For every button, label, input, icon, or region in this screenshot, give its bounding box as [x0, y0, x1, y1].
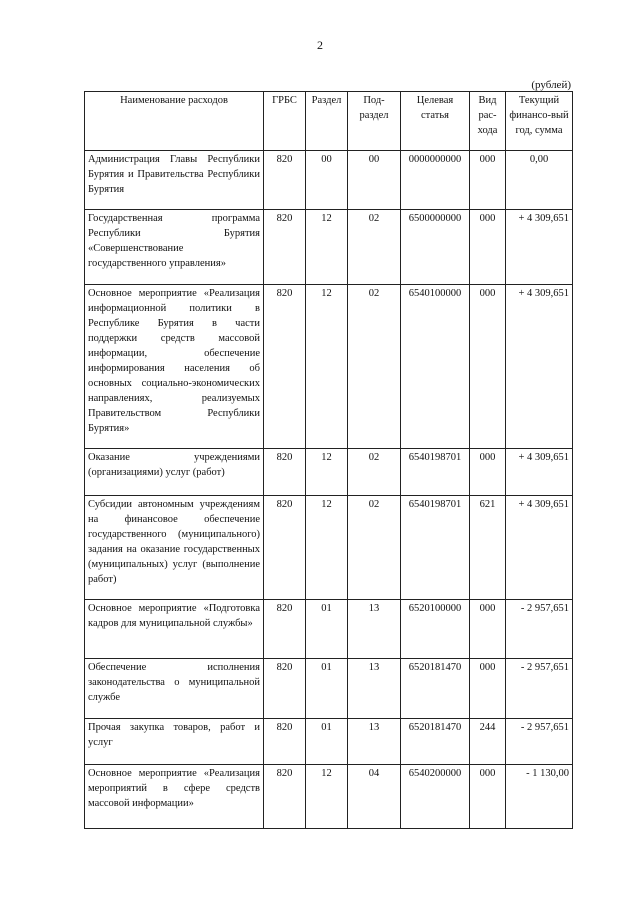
table-row	[85, 600, 573, 659]
table-header-row	[85, 92, 573, 151]
table-row	[85, 151, 573, 210]
row-name: Основное мероприятие «Реализация мероприятий в сфере средств массовой информации»	[85, 765, 264, 829]
row-name: Прочая закупка товаров, работ и услуг	[85, 719, 264, 765]
row-name: Основное мероприятие «Подготовка кадров для муниципальной службы»	[85, 600, 264, 659]
table-row	[85, 210, 573, 285]
row-vid: 000	[470, 659, 506, 719]
row-razdel: 12	[306, 210, 348, 285]
table-row	[85, 659, 573, 719]
row-razdel: 12	[306, 496, 348, 600]
row-grbs: 820	[264, 496, 306, 600]
header-vid: Вид рас-хода	[470, 92, 506, 151]
table-row	[85, 449, 573, 496]
row-podrazdel: 13	[348, 659, 401, 719]
row-celevaya: 6540198701	[401, 449, 470, 496]
row-podrazdel: 00	[348, 151, 401, 210]
row-celevaya: 6540100000	[401, 285, 470, 449]
row-name: Обеспечение исполнения законодательства о муниципальной службе	[85, 659, 264, 719]
row-razdel: 12	[306, 285, 348, 449]
row-summa: - 2 957,651	[506, 600, 573, 659]
row-name: Основное мероприятие «Реализация информационной политики в Республике Бурятия в части поддержки средств массовой информации, обеспечение информирования населения об основных социально-экономических направлениях, реализуемых Правительством Республики Бурятия»	[85, 285, 264, 449]
row-grbs: 820	[264, 151, 306, 210]
row-celevaya: 6500000000	[401, 210, 470, 285]
row-summa: + 4 309,651	[506, 210, 573, 285]
header-grbs: ГРБС	[264, 92, 306, 151]
row-summa: - 2 957,651	[506, 719, 573, 765]
row-grbs: 820	[264, 719, 306, 765]
header-celevaya: Целевая статья	[401, 92, 470, 151]
table-row	[85, 496, 573, 600]
row-podrazdel: 02	[348, 285, 401, 449]
header-razdel: Раздел	[306, 92, 348, 151]
row-vid: 000	[470, 449, 506, 496]
row-summa: - 2 957,651	[506, 659, 573, 719]
row-celevaya: 6520181470	[401, 719, 470, 765]
row-podrazdel: 02	[348, 210, 401, 285]
row-razdel: 01	[306, 719, 348, 765]
row-grbs: 820	[264, 600, 306, 659]
row-podrazdel: 04	[348, 765, 401, 829]
row-summa: 0,00	[506, 151, 573, 210]
row-podrazdel: 13	[348, 719, 401, 765]
table-row	[85, 765, 573, 829]
row-name: Государственная программа Республики Бурятия «Совершенствование государственного управления»	[85, 210, 264, 285]
header-summa: Текущий финансо-вый год, сумма	[506, 92, 573, 151]
row-razdel: 01	[306, 600, 348, 659]
row-grbs: 820	[264, 449, 306, 496]
header-name: Наименование расходов	[85, 92, 264, 151]
row-celevaya: 6520100000	[401, 600, 470, 659]
row-podrazdel: 02	[348, 449, 401, 496]
row-podrazdel: 13	[348, 600, 401, 659]
row-summa: + 4 309,651	[506, 496, 573, 600]
units-label: (рублей)	[531, 79, 571, 91]
row-grbs: 820	[264, 285, 306, 449]
table-row	[85, 719, 573, 765]
row-vid: 244	[470, 719, 506, 765]
row-razdel: 12	[306, 449, 348, 496]
table-row	[85, 285, 573, 449]
row-grbs: 820	[264, 765, 306, 829]
page-number: 2	[317, 38, 323, 52]
budget-table	[84, 91, 573, 829]
row-name: Администрация Главы Республики Бурятия и Правительства Республики Бурятия	[85, 151, 264, 210]
row-vid: 000	[470, 765, 506, 829]
row-celevaya: 6520181470	[401, 659, 470, 719]
row-vid: 000	[470, 210, 506, 285]
row-celevaya: 6540200000	[401, 765, 470, 829]
row-grbs: 820	[264, 659, 306, 719]
row-razdel: 12	[306, 765, 348, 829]
row-summa: - 1 130,00	[506, 765, 573, 829]
row-podrazdel: 02	[348, 496, 401, 600]
row-vid: 000	[470, 151, 506, 210]
row-razdel: 01	[306, 659, 348, 719]
row-celevaya: 6540198701	[401, 496, 470, 600]
row-name: Субсидии автономным учреждениям на финансовое обеспечение государственного (муниципального) задания на оказание государственных (муниципальных) услуг (выполнение работ)	[85, 496, 264, 600]
row-name: Оказание учреждениями (организациями) услуг (работ)	[85, 449, 264, 496]
header-podrazdel: Под-раздел	[348, 92, 401, 151]
row-vid: 000	[470, 600, 506, 659]
row-grbs: 820	[264, 210, 306, 285]
row-celevaya: 0000000000	[401, 151, 470, 210]
row-summa: + 4 309,651	[506, 285, 573, 449]
row-summa: + 4 309,651	[506, 449, 573, 496]
row-vid: 000	[470, 285, 506, 449]
row-vid: 621	[470, 496, 506, 600]
row-razdel: 00	[306, 151, 348, 210]
